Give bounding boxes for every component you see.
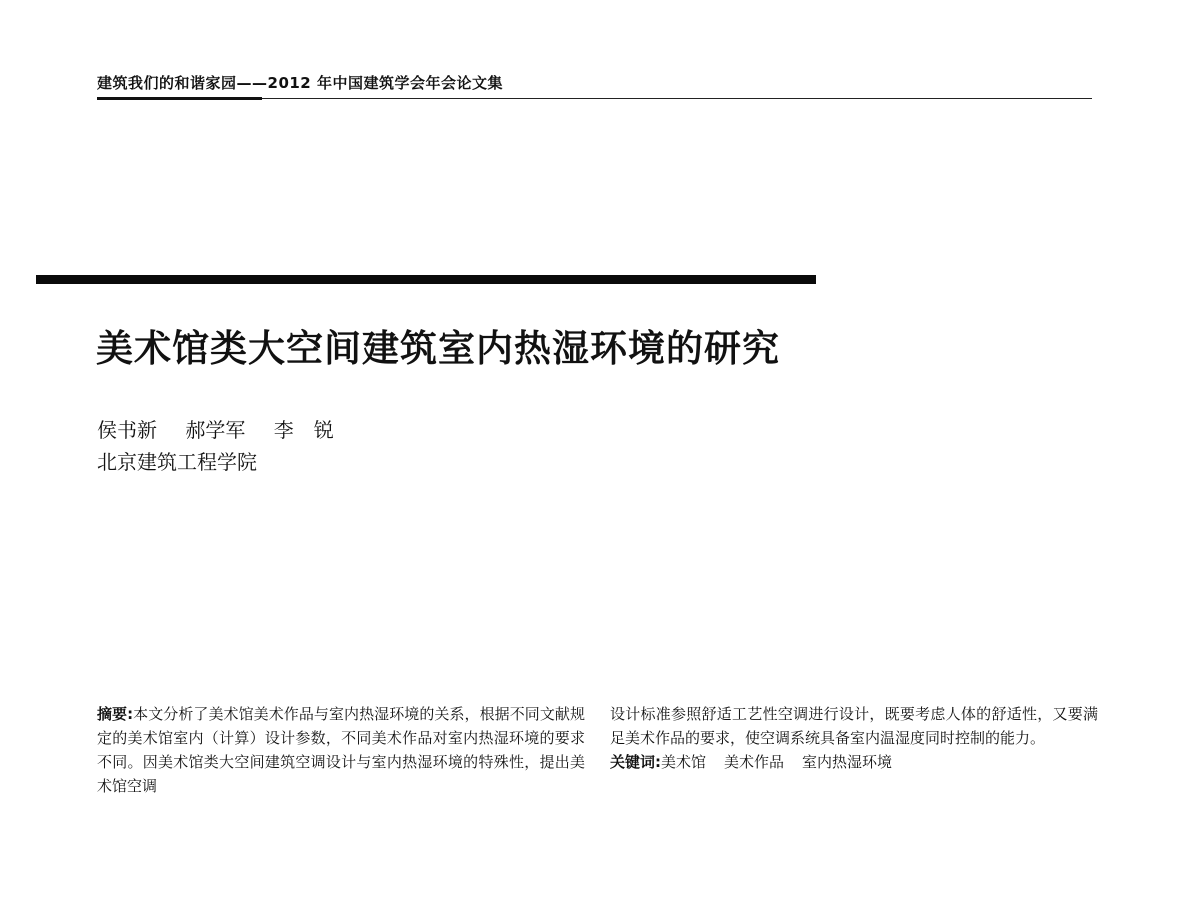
abstract-column-right: [610, 702, 1098, 774]
author-list: [97, 414, 356, 443]
keyword-item: 美术馆: [661, 753, 707, 771]
abstract-label-separator: :: [127, 705, 134, 723]
keyword-item: 室内热湿环境: [802, 753, 893, 771]
keywords-label-separator: :: [655, 753, 662, 771]
abstract-text-left: 本文分析了美术馆美术作品与室内热湿环境的关系，根据不同文献规定的美术馆室内（计算）设计参数，不同美术作品对室内热湿环境的要求不同。因美术馆类大空间建筑空调设计与室内热湿环境的特殊性，提出美术馆空调: [97, 705, 585, 795]
author-name: 李 锐: [273, 418, 334, 442]
title-bar: [36, 275, 816, 284]
abstract-text-right: 设计标准参照舒适工艺性空调进行设计，既要考虑人体的舒适性，又要满足美术作品的要求，使空调系统具备室内温湿度同时控制的能力。: [610, 705, 1098, 747]
keyword-item: 美术作品: [724, 753, 785, 771]
author-name: 郝学军: [185, 418, 246, 442]
keywords: [610, 750, 1098, 774]
author-name: 侯书新: [97, 418, 157, 442]
abstract-column-left: [97, 702, 585, 798]
running-header: 建筑我们的和谐家园——2012 年中国建筑学会年会论文集: [97, 74, 503, 92]
abstract-label: 摘要: [97, 705, 128, 723]
keywords-label: 关键词: [610, 753, 656, 771]
article-title: 美术馆类大空间建筑室内热湿环境的研究: [96, 327, 780, 370]
author-affiliation: 北京建筑工程学院: [97, 450, 257, 474]
header-rule-accent: [97, 97, 262, 100]
